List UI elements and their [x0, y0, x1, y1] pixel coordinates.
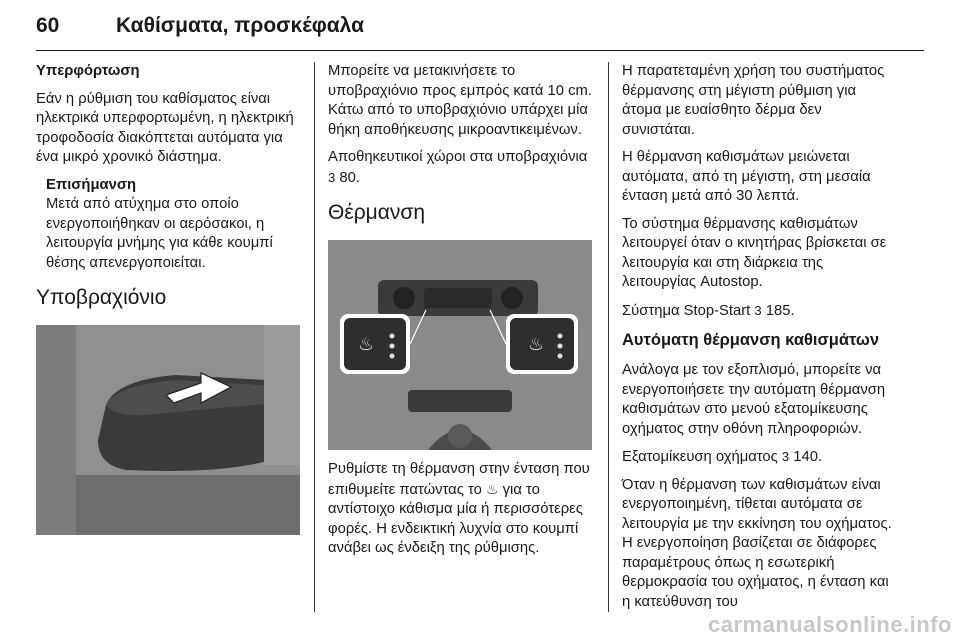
paragraph-prolonged-use: Η παρατεταμένη χρήση του συστήματος θέρμανσης στη μέγιστη ρύθμιση για άτομα με ευαίσθητο δέρμα δεν συνιστάται.	[622, 63, 885, 138]
paragraph-activation: Όταν η θέρμανση των καθισμάτων είναι ενεργοποιημένη, τίθεται αυτόματα σε λειτουργία με την εκκίνηση του οχήματος. Η ενεργοποίηση βασίζεται σε διάφορες παραμέτρους όπως η εσωτερική θερμοκρασία του οχήματος, η ένταση και η κατεύθυνση του	[622, 476, 892, 610]
column-divider-1	[314, 62, 315, 612]
page-title: Καθίσματα, προσκέφαλα	[116, 14, 364, 37]
heating-instructions: Ρυθμίστε τη θέρμανση στην ένταση που επιθυμείτε πατώντας το ♨ για το αντίστοιχο κάθισμα μία ή περισσότερες φορές. Η ενδεικτική λυχνία στο κουμπί ανάβει ως ένδειξη της ρύθμισης.	[328, 461, 590, 556]
overload-title: Υπερφόρτωση	[36, 63, 140, 79]
note-text: Μετά από ατύχημα στο οποίο ενεργοποιήθηκαν οι αερόσακοι, η λειτουργία μνήμης για κάθε κουμπί θέσης απενεργοποιείται.	[46, 196, 273, 271]
paragraph-operation: Το σύστημα θέρμανσης καθισμάτων λειτουργεί όταν ο κινητήρας βρίσκεται σε λειτουργία και στη διάρκεια της λειτουργίας Autostop.	[622, 215, 887, 290]
storage-ref-paragraph	[328, 148, 596, 188]
armrest-paragraph: Μπορείτε να μετακινήσετε το υποβραχιόνιο προς εμπρός κατά 10 cm. Κάτω από το υποβραχιόνιο υπάρχει μία θήκη αποθήκευσης μικροαντικειμένων.	[328, 63, 592, 138]
column-3	[622, 62, 892, 620]
cross-ref-icon: 3	[781, 449, 790, 464]
page-header	[36, 4, 924, 48]
page-number: 60	[36, 14, 60, 37]
watermark: carmanualsonline.info	[708, 612, 952, 637]
seat-heating-image	[328, 240, 592, 450]
header-divider	[36, 50, 924, 51]
note-box	[46, 176, 302, 274]
paragraph-auto-heating: Ανάλογα με τον εξοπλισμό, μπορείτε να ενεργοποιήσετε την αυτόματη θέρμανση καθισμάτων στο μενού εξατομίκευσης οχήματος στην οθόνη πληροφοριών.	[622, 362, 886, 437]
auto-heating-heading: Αυτόματη θέρμανση καθισμάτων	[622, 331, 880, 349]
storage-ref-page[interactable]: 80.	[339, 169, 360, 186]
armrest-heading: Υποβραχιόνιο	[36, 286, 167, 309]
overload-text: Εάν η ρύθμιση του καθίσματος είναι ηλεκτρικά υπερφορτωμένη, η ηλεκτρική τροφοδοσία διακόπτεται αυτόματα για ένα μικρό χρονικό διάστημα.	[36, 90, 294, 165]
personalization-ref-text: Εξατομίκευση οχήματος	[622, 449, 778, 465]
seat-heating-icon: ♨	[485, 480, 499, 497]
cross-ref-icon: 3	[754, 302, 762, 318]
paragraph-auto-reduce: Η θέρμανση καθισμάτων μειώνεται αυτόματα, από τη μέγιστη, στη μεσαία ένταση μετά από 30 λεπτά.	[622, 149, 871, 204]
armrest-image	[36, 325, 300, 535]
personalization-ref-paragraph	[622, 447, 892, 468]
column-2	[328, 62, 596, 567]
cross-ref-icon: 3	[328, 169, 336, 185]
svg-text:♨: ♨	[358, 334, 375, 355]
stop-start-ref-page[interactable]: 185.	[765, 302, 795, 319]
svg-text:♨: ♨	[528, 334, 545, 355]
personalization-ref-page[interactable]: 140.	[793, 449, 823, 465]
column-1	[36, 62, 302, 545]
stop-start-ref-text: Σύστημα Stop-Start	[622, 302, 751, 319]
storage-ref-text: Αποθηκευτικοί χώροι στα υποβραχιόνια	[328, 149, 588, 165]
note-title: Επισήμανση	[46, 176, 137, 193]
column-divider-2	[608, 62, 609, 612]
stop-start-ref-paragraph	[622, 301, 892, 322]
heating-heading: Θέρμανση	[328, 201, 426, 224]
